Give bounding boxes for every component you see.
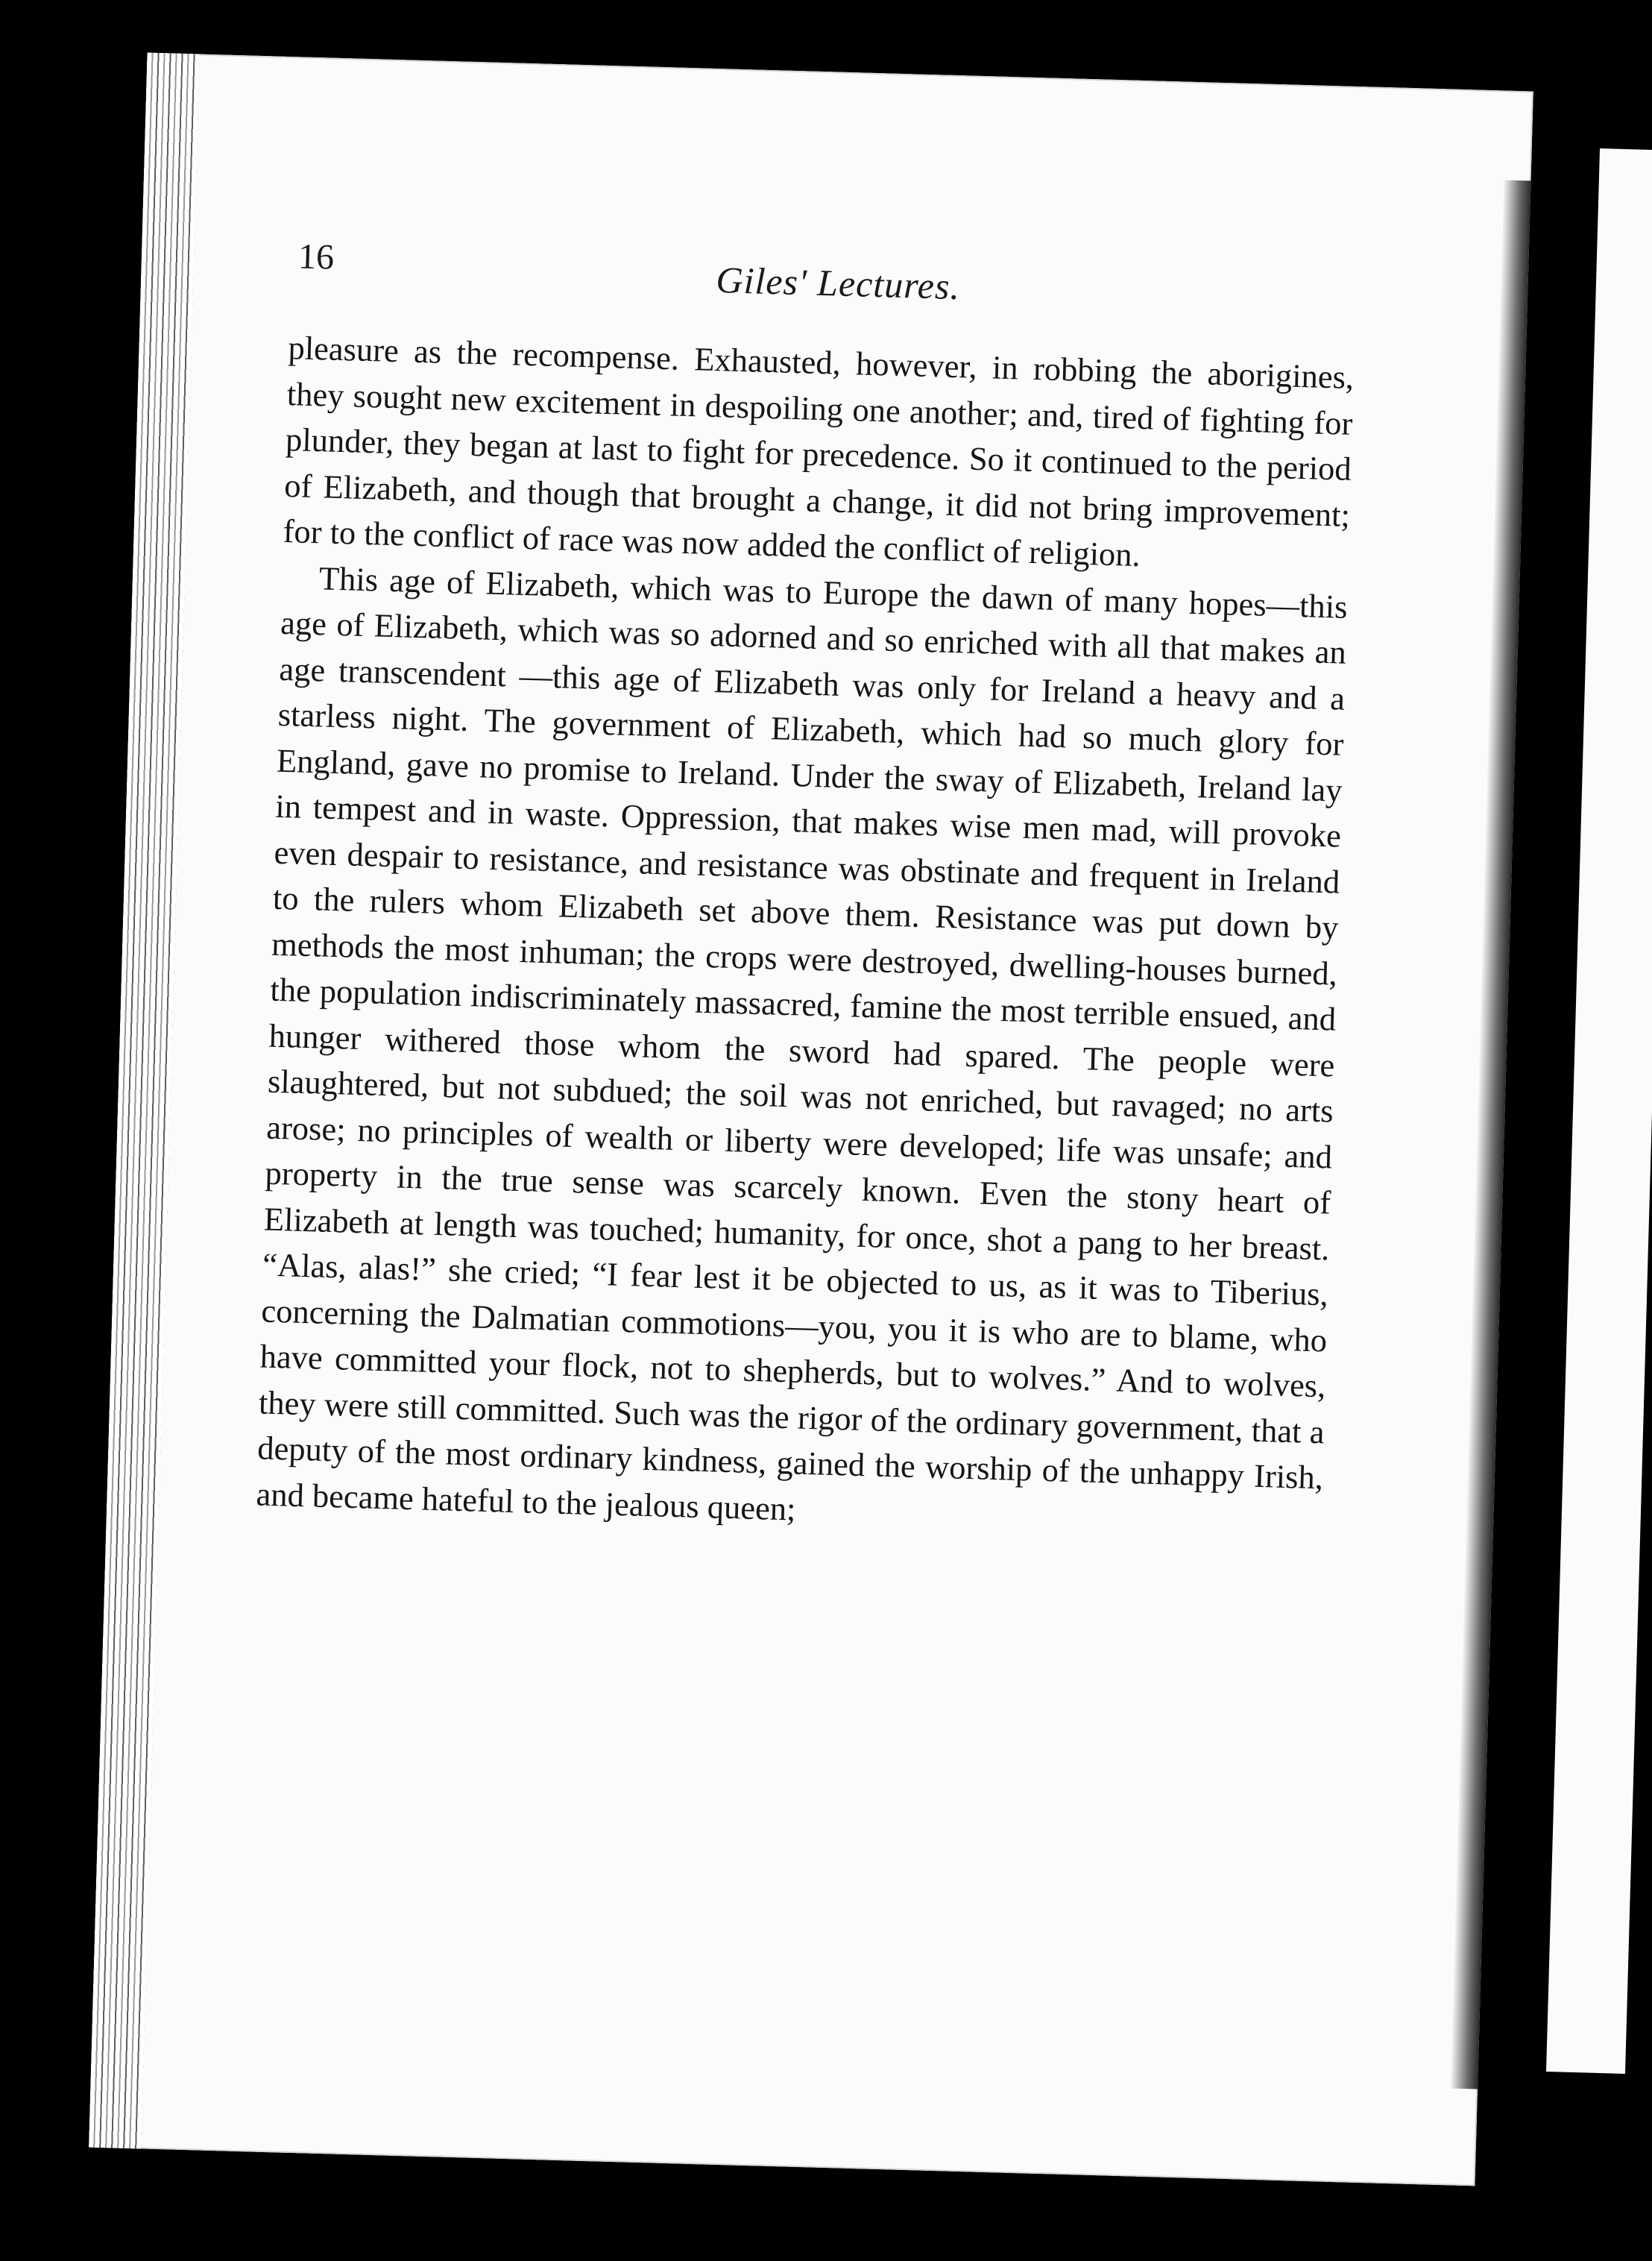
page-number: 16 xyxy=(297,236,335,277)
paragraph-2: This age of Elizabeth, which was to Europe the dawn of many hopes—this age of Elizabeth, which was so adorned and so enriched with all that makes an age transcendent —this age of Elizabeth was only for Ireland a heavy and a starless night. The government of Elizabeth, which had so much glory for England, gave no promise to Ireland. Under the sway of Elizabeth, Ireland lay in tempest and in waste. Oppression, that makes wise men mad, will provoke even despair to resistance, and resistance was obstinate and frequent in Ireland to the rulers whom Elizabeth set above them. Resistance was put down by methods the most inhuman; the crops were destroyed, dwelling-houses burned, the population indiscriminately massacred, famine the most terrible ensued, and hunger withered those whom the sword had spared. The people were slaughtered, but not subdued; the soil was not enriched, but ravaged; no arts arose; no principles of wealth or liberty were developed; life was unsafe; and property in the true sense was scarcely known. Even the stony heart of Elizabeth at length was touched; humanity, for once, shot a pang to her breast. “Alas, alas!” she cried; “I fear lest it be objected to us, as it was to Tiberius, concerning the Dalmatian commotions—you, you it is who are to blame, who have committed your flock, not to shepherds, but to wolves.” And to wolves, they were still committed. Such was the rigor of the ordinary government, that a deputy of the most ordinary kindness, gained the worship of the unhappy Irish, and became hateful to the jealous queen; xyxy=(255,559,1349,1528)
page-header xyxy=(297,236,1380,325)
page-binding-edge xyxy=(89,53,199,2149)
running-head: Giles' Lectures. xyxy=(715,259,961,308)
book-page xyxy=(89,53,1533,2186)
page-gutter-shadow xyxy=(1451,180,1530,2089)
paragraph-1: pleasure as the recompense. Exhausted, however, in robbing the aborigines, they sought new excitement in despoiling one another; and, tired of fighting for plunder, they began at last to fight for precedence. So it continued to the period of Elizabeth, and though that brought a change, it did not bring improvement; for to the conflict of race was now added the conflict of religion. xyxy=(283,329,1355,574)
body-text xyxy=(256,325,1355,1547)
facing-page-edge xyxy=(1546,148,1652,2074)
